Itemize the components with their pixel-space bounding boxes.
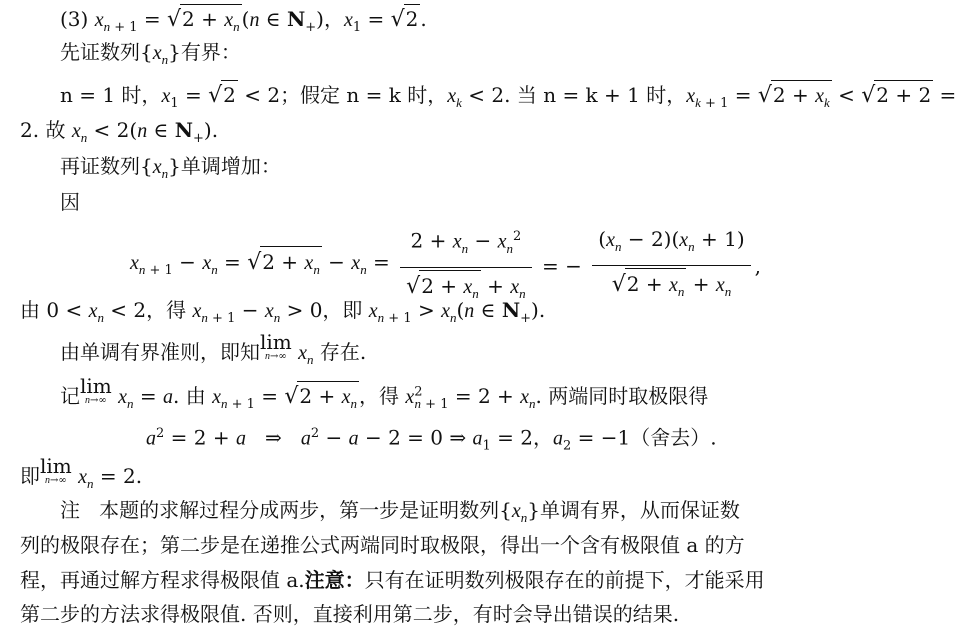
note-line-1: 注 本题的求解过程分成两步，第一步是证明数列$\{x_n\}$单调有界，从而保证数 [60,498,740,525]
line-12: 即lim n→∞ $x_n = 2$. [20,454,143,491]
equation-limit: $a^2 = 2 + a$ ⇒ $a^2 - a - 2 = 0$ ⇒ $a_1 = 2$，$a_2 = -1$（舍去）. [146,425,717,454]
line-2: 先证数列$\{x_n\}$有界： [60,40,241,67]
line-1: (3) $x_{n + 1} = √2 + x_n$ (n ∈ $N_+$)，$x_1 = √2$ . [0,4,852,42]
line-4: 2. 故 $x_n < 2(n$ ∈ $N_+$). [20,118,219,146]
line-9: 由单调有界准则，即知lim n→∞ $x_n$ 存在. [60,330,367,367]
equation-difference: $x_{n + 1} - x_n = √2 + x_n - x_n$ = $\frac{2 + x_n - x_n^2}{√2 + x_n + x_n}$ = − $\frac{(x_n - 2)(x_n + 1)}{√2 + x_n + x_n}$ , [130,222,852,310]
note-line-2: 列的极限存在；第二步是在递推公式两端同时取极限，得出一个含有极限值 a 的方 [20,533,745,557]
note-line-3: 程，再通过解方程求得极限值 a.注意：只有在证明数列极限存在的前提下，才能采用 [20,568,765,592]
note-line-4: 第二步的方法求得极限值. 否则，直接利用第二步，有时会导出错误的结果. [20,602,680,626]
line-8: 由 $0 < x_n < 2$，得 $x_{n + 1} - x_n > 0$，即 $x_{n + 1} > x_n(n$ ∈ $N_+$). [20,298,546,326]
line-5: 再证数列$\{x_n\}$单调增加： [60,154,281,181]
line-6: 因 [60,190,80,214]
line-3: n = 1 时，$x_1 = √2 < 2$；假定 n = k 时，$x_k < 2$. 当 n = k + 1 时，$x_{k + 1} = √2 + x_k < √2 + 2$ = [0,80,852,118]
line-10: 记lim n→∞ $x_n = a$. 由 $x_{n + 1} = √2 + x_n$ ，得 $x^2_{n + 1} = 2 + x_n$. 两端同时取极限得 [0,376,852,419]
